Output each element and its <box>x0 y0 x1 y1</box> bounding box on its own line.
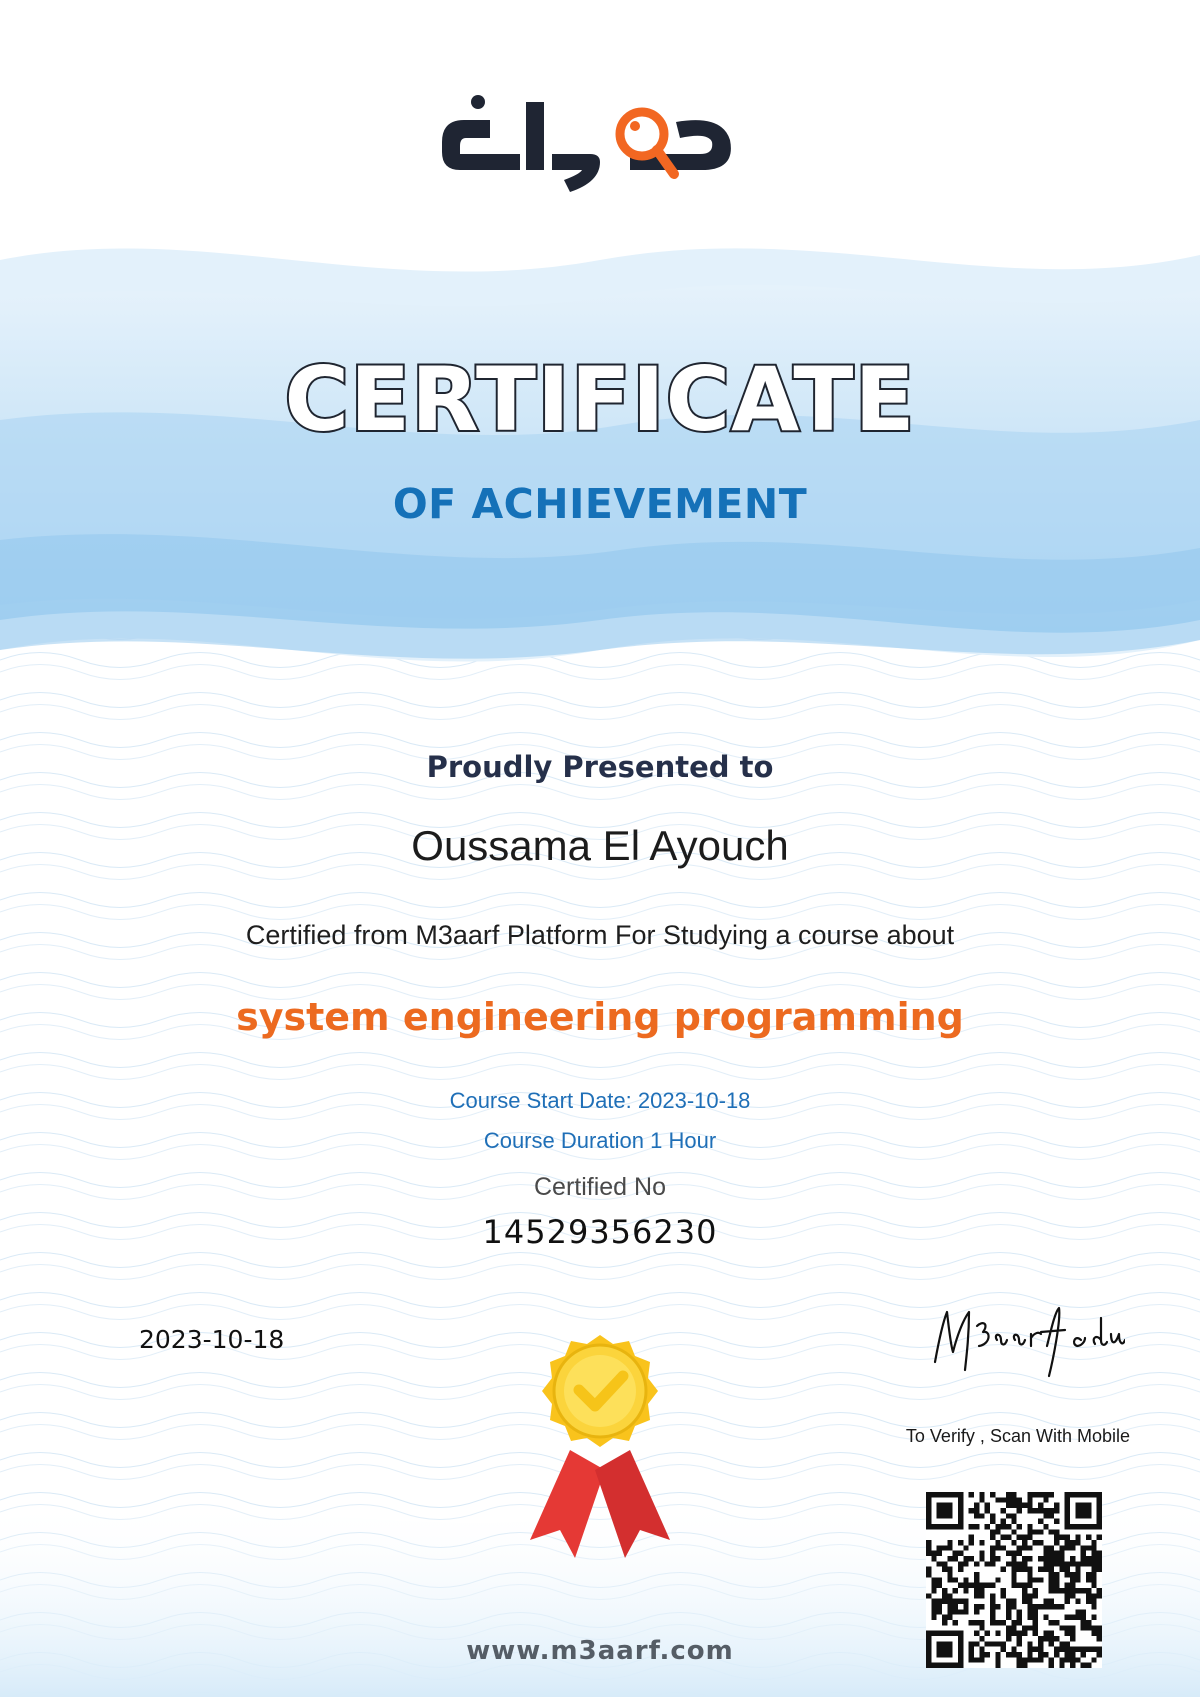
presented-label: Proudly Presented to <box>426 750 774 784</box>
certified-number: 14529356230 <box>482 1213 718 1251</box>
website-link[interactable]: www.m3aarf.com <box>466 1636 734 1666</box>
certificate-subtitle: OF ACHIEVEMENT <box>392 480 808 528</box>
issue-date: 2023-10-18 <box>139 1325 285 1354</box>
award-medal-icon <box>515 1330 685 1560</box>
course-start-date: Course Start Date: 2023-10-18 <box>449 1088 751 1113</box>
certified-from-text: Certified from M3aarf Platform For Studying a course about <box>245 920 955 950</box>
course-duration: Course Duration 1 Hour <box>483 1128 717 1153</box>
course-name: system engineering programming <box>236 995 964 1039</box>
recipient-name: Oussama El Ayouch <box>411 822 789 869</box>
certified-no-label: Certified No <box>534 1173 666 1201</box>
signature <box>925 1300 1125 1380</box>
m3aarf-logo <box>430 62 770 202</box>
certificate-title: CERTIFICATE <box>284 348 916 451</box>
verify-instruction: To Verify , Scan With Mobile <box>905 1426 1130 1446</box>
